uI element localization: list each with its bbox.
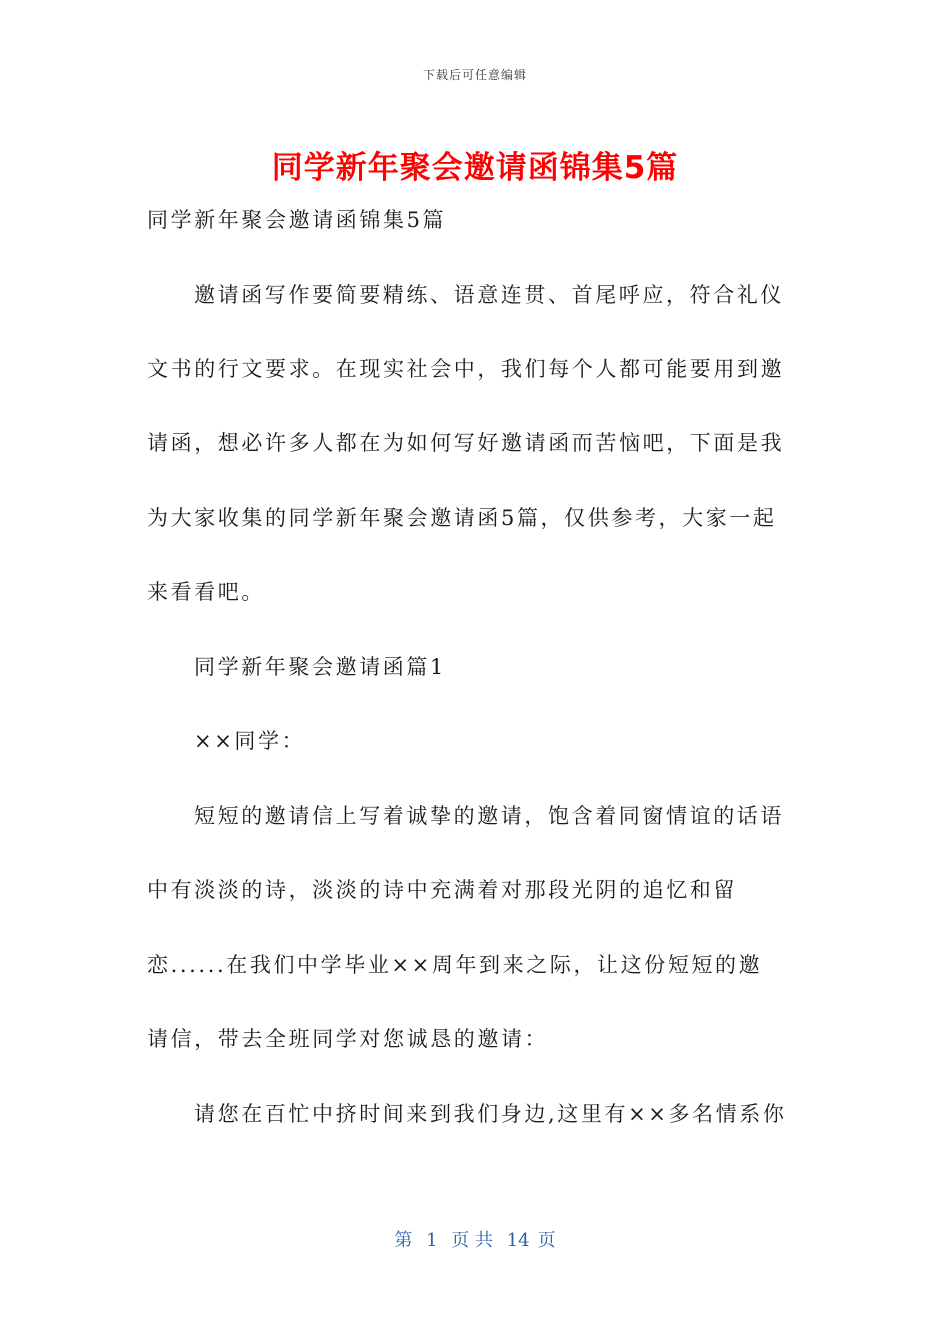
paragraph-line: 中有淡淡的诗，淡淡的诗中充满着对那段光阴的追忆和留 [147,878,737,902]
section-heading: 同学新年聚会邀请函篇1 [194,655,446,679]
paragraph-line: 请信，带去全班同学对您诚恳的邀请： [147,1027,549,1051]
paragraph-line: 为大家收集的同学新年聚会邀请函5篇，仅供参考，大家一起 [147,506,777,530]
paragraph-line: 请您在百忙中挤时间来到我们身边,这里有××多名情系你 [194,1102,787,1126]
paragraph-line: 恋......在我们中学毕业××周年到来之际，让这份短短的邀 [147,953,763,977]
header-note: 下载后可任意编辑 [422,68,527,82]
paragraph-line: 请函，想必许多人都在为如何写好邀请函而苦恼吧，下面是我 [147,431,785,455]
current-page-number: 1 [426,1230,438,1251]
paragraph-line: 来看看吧。 [147,580,265,604]
footer-middle: 页 共 [451,1230,493,1251]
total-pages-number: 14 [506,1230,530,1251]
footer-suffix: 页 [537,1230,556,1251]
paragraph-line: 短短的邀请信上写着诚挚的邀请，饱含着同窗情谊的话语 [194,804,784,828]
salutation-line: ××同学： [194,729,306,753]
page-footer [0,1226,950,1252]
paragraph-line: 文书的行文要求。在现实社会中，我们每个人都可能要用到邀 [147,357,785,381]
footer-prefix: 第 [394,1230,413,1251]
document-title: 同学新年聚会邀请函锦集5篇 [271,150,679,186]
subtitle-line: 同学新年聚会邀请函锦集5篇 [147,208,447,232]
paragraph-line: 邀请函写作要简要精练、语意连贯、首尾呼应，符合礼仪 [194,283,784,307]
